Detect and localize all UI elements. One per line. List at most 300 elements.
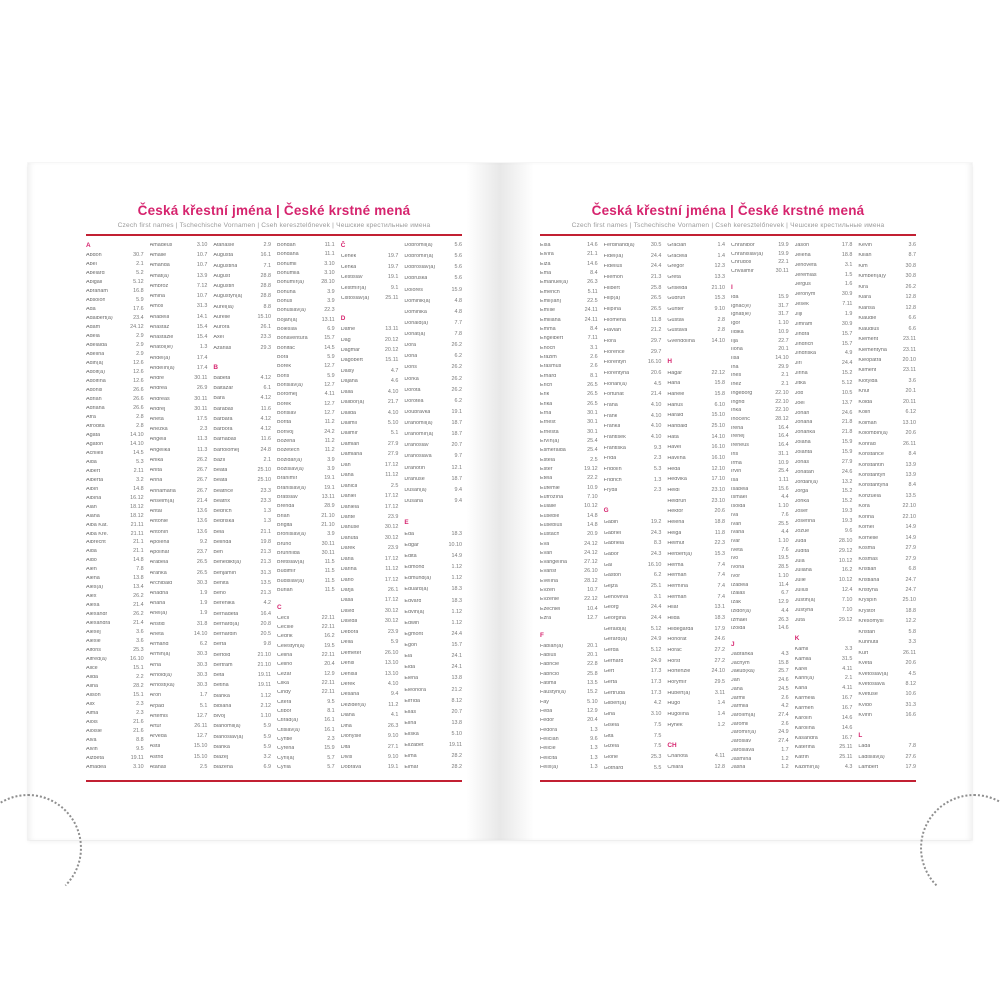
nameday-date: 10.12: [838, 577, 853, 584]
nameday-date: 4.9: [844, 350, 853, 357]
name-column: [150, 243, 208, 771]
name-entry: [213, 560, 271, 565]
name-entry: [604, 680, 662, 685]
nameday-date: 26.2: [133, 611, 144, 618]
name-entry: [213, 346, 271, 351]
name-entry: [795, 588, 853, 593]
nameday-date: 5.11: [587, 288, 598, 295]
name-label: Ambrož: [149, 283, 169, 289]
name-entry: [667, 680, 725, 685]
name-label: Jolana: [794, 440, 811, 446]
name-entry: [731, 739, 789, 744]
nameday-date: 14.9: [905, 534, 917, 541]
nameday-date: 3.1: [590, 344, 598, 351]
nameday-date: 16.10: [130, 656, 144, 663]
nameday-date: 6.12: [905, 409, 917, 416]
nameday-date: 8.1: [327, 708, 335, 714]
name-columns: [86, 243, 462, 771]
name-entry: [795, 529, 853, 534]
name-label: Anatol(ie): [149, 345, 173, 351]
nameday-date: 31.8: [196, 620, 208, 627]
name-label: Dagmar: [340, 347, 360, 353]
name-entry: [604, 488, 662, 493]
name-label: Adin(a): [86, 360, 104, 366]
name-entry: [858, 337, 916, 342]
name-label: Armin(a): [149, 652, 171, 658]
nameday-date: 25.11: [839, 754, 853, 761]
nameday-date: 9.6: [590, 735, 598, 742]
nameday-date: 26.3: [387, 722, 399, 729]
nameday-date: 22.11: [321, 689, 335, 696]
name-label: Graciela: [667, 253, 688, 259]
name-entry: [731, 400, 789, 405]
nameday-date: 14.8: [587, 512, 598, 519]
name-entry: [540, 411, 598, 416]
nameday-date: 15.11: [385, 357, 399, 364]
name-entry: [604, 723, 662, 728]
nameday-date: 20.12: [384, 346, 399, 353]
nameday-date: 10.6: [905, 691, 917, 698]
name-entry: [604, 616, 662, 621]
name-entry: [404, 499, 462, 504]
nameday-date: 22.8: [587, 661, 598, 668]
name-label: Jindra: [794, 331, 810, 337]
nameday-date: 11.1: [324, 251, 335, 258]
nameday-date: 17.6: [133, 305, 144, 312]
nameday-date: 30.11: [321, 540, 335, 547]
nameday-date: 18.8: [905, 607, 917, 614]
name-entry: [341, 609, 399, 614]
name-label: Karel: [794, 666, 808, 672]
name-label: Křištan: [858, 629, 876, 635]
name-label: Antal: [149, 509, 162, 515]
name-entry: [604, 701, 662, 706]
name-entry: [150, 642, 208, 647]
name-label: Františka: [603, 445, 626, 451]
name-label: Gustava: [667, 328, 688, 334]
nameday-date: 4.10: [387, 680, 399, 687]
name-label: Joel: [794, 400, 805, 406]
name-label: Kornel: [858, 525, 874, 531]
name-entry: [604, 541, 662, 546]
nameday-date: 10.7: [587, 587, 598, 594]
name-entry: [540, 355, 598, 360]
name-entry: [341, 379, 399, 384]
name-entry: [150, 734, 208, 739]
name-entry: [731, 426, 789, 431]
nameday-date: 7.8: [908, 743, 917, 750]
name-entry: [858, 525, 916, 530]
name-entry: [213, 591, 271, 596]
nameday-date: 3.6: [908, 377, 917, 384]
nameday-date: 29.9: [778, 363, 789, 370]
nameday-date: 7.8: [136, 566, 144, 573]
name-label: Jan: [731, 678, 740, 684]
nameday-date: 24.1: [451, 664, 463, 671]
name-label: Elza: [540, 261, 551, 267]
name-label: Felicián: [540, 736, 559, 742]
nameday-date: 2.3: [327, 735, 335, 742]
name-label: Evarist: [540, 569, 557, 575]
name-entry: [86, 262, 144, 267]
name-label: Augusta: [213, 253, 234, 259]
name-entry: [277, 672, 335, 677]
name-label: Aneta: [149, 416, 164, 422]
name-label: Dario: [340, 577, 354, 583]
name-entry: [731, 765, 789, 770]
nameday-date: 3.3: [844, 645, 853, 652]
name-label: Albert: [86, 468, 101, 474]
name-label: Adriana: [86, 405, 105, 411]
nameday-date: 8.1: [590, 372, 598, 379]
nameday-date: 17.3: [650, 679, 662, 686]
name-entry: [540, 280, 598, 285]
name-label: Kristián: [858, 567, 877, 573]
name-label: Klára: [858, 295, 871, 301]
name-entry: [86, 424, 144, 429]
nameday-date: 13.11: [385, 326, 399, 333]
nameday-date: 21.8: [841, 429, 853, 436]
column-spacer: [277, 597, 335, 601]
nameday-date: 11.3: [197, 436, 208, 443]
name-entry: [667, 712, 725, 717]
name-label: Klaudius: [858, 326, 880, 332]
name-entry: [795, 686, 853, 691]
name-label: Genovéva: [603, 594, 629, 600]
name-entry: [277, 495, 335, 500]
name-label: Erich: [540, 382, 553, 388]
name-entry: [667, 669, 725, 674]
name-label: Arnošt(ka): [149, 683, 175, 689]
name-label: Daisy: [340, 368, 355, 374]
name-entry: [86, 711, 144, 716]
name-entry: [795, 667, 853, 672]
name-label: Jiřina: [794, 371, 808, 377]
name-entry: [277, 588, 335, 593]
name-label: Evan: [540, 550, 553, 556]
name-label: Bára: [213, 396, 225, 402]
name-label: Alba Kre.: [86, 531, 109, 537]
name-label: Hildegarda: [667, 626, 694, 632]
name-entry: [667, 605, 725, 610]
name-label: Blahomil(a): [213, 724, 241, 730]
name-label: Adelaida: [86, 342, 107, 348]
name-label: Kolombín(a): [858, 431, 888, 437]
nameday-date: 23.4: [133, 314, 144, 321]
name-label: Fráňa: [603, 403, 618, 409]
nameday-date: 1.4: [717, 252, 726, 259]
nameday-date: 4.10: [650, 434, 662, 441]
name-entry: [540, 607, 598, 612]
name-entry: [341, 525, 399, 530]
nameday-date: 2.3: [136, 710, 144, 717]
name-entry: [277, 718, 335, 723]
name-entry: [795, 342, 853, 347]
nameday-date: 26.2: [451, 386, 463, 393]
name-label: Gisela: [603, 722, 619, 728]
name-label: Delia: [340, 640, 353, 646]
name-label: Annamária: [149, 488, 176, 494]
nameday-date: 4.12: [260, 374, 272, 381]
nameday-date: 14.5: [324, 344, 335, 351]
name-entry: [731, 678, 789, 683]
name-entry: [731, 330, 789, 335]
name-label: Lambert: [858, 765, 879, 771]
name-entry: [86, 540, 144, 545]
nameday-date: 16.4: [778, 442, 789, 449]
name-label: Klaudie: [858, 316, 877, 322]
name-label: Felicita: [540, 755, 558, 761]
name-entry: [795, 755, 853, 760]
name-label: Hanele: [667, 392, 685, 397]
name-entry: [858, 765, 916, 770]
name-entry: [86, 451, 144, 456]
name-entry: [404, 243, 462, 248]
nameday-date: 16.4: [260, 610, 272, 617]
name-label: Bianka: [213, 693, 230, 699]
nameday-date: 21.4: [133, 620, 144, 627]
name-entry: [731, 522, 789, 527]
nameday-date: 5.3: [136, 458, 144, 465]
nameday-date: 21.1: [587, 251, 598, 258]
name-entry: [86, 505, 144, 510]
name-label: Karmen: [794, 705, 814, 711]
name-label: Jindřich: [794, 341, 814, 347]
nameday-date: 17.12: [384, 555, 399, 562]
name-column: [731, 243, 789, 771]
name-label: Květa: [858, 661, 873, 667]
name-entry: [341, 484, 399, 489]
name-label: Erik: [540, 392, 550, 398]
nameday-date: 5.12: [650, 625, 662, 632]
nameday-date: 4.12: [260, 415, 272, 422]
name-entry: [795, 696, 853, 701]
nameday-date: 12.10: [711, 465, 726, 472]
nameday-date: 8.8: [136, 737, 144, 744]
name-entry: [540, 560, 598, 565]
name-label: Eliška: [404, 732, 419, 738]
name-entry: [858, 442, 916, 447]
name-label: Herman: [667, 573, 687, 579]
column-spacer: [858, 724, 916, 728]
name-label: Bernadeta: [213, 611, 239, 617]
nameday-date: 29.7: [650, 338, 662, 345]
name-entry: [404, 576, 462, 581]
nameday-date: 1.2: [781, 755, 789, 762]
name-entry: [795, 440, 853, 445]
name-entry: [404, 399, 462, 404]
name-entry: [404, 477, 462, 482]
name-entry: [341, 598, 399, 603]
name-label: Alix: [86, 702, 95, 708]
name-label: Hugolína: [667, 712, 689, 718]
name-label: Barbora: [213, 427, 233, 433]
nameday-date: 12.9: [587, 708, 598, 714]
nameday-date: 19.11: [257, 682, 272, 689]
name-label: Daniel: [340, 494, 356, 500]
name-entry: [795, 243, 853, 248]
name-entry: [667, 254, 725, 259]
name-entry: [667, 541, 725, 546]
nameday-date: 30.11: [775, 268, 789, 275]
name-label: Dalida: [340, 410, 356, 416]
name-label: Heřman: [667, 594, 687, 600]
nameday-date: 11.1: [324, 242, 335, 248]
name-entry: [858, 536, 916, 541]
nameday-date: 22.10: [775, 389, 789, 396]
nameday-date: 19.5: [778, 555, 789, 562]
nameday-date: 12.6: [133, 368, 144, 375]
name-label: Alena: [86, 576, 100, 582]
nameday-date: 20.1: [587, 652, 598, 659]
nameday-date: 25.5: [778, 520, 789, 527]
name-label: Bořivoj: [277, 429, 294, 435]
name-label: Frída: [603, 456, 617, 462]
nameday-date: 4.4: [781, 494, 789, 501]
nameday-date: 9.6: [844, 527, 853, 534]
name-label: Bertold: [213, 652, 231, 658]
name-entry: [404, 310, 462, 315]
name-entry: [540, 374, 598, 379]
name-entry: [404, 699, 462, 704]
nameday-date: 22.10: [902, 503, 917, 510]
nameday-date: 2.1: [263, 456, 272, 463]
nameday-date: 11.2: [324, 447, 335, 454]
nameday-date: 15.10: [257, 313, 272, 320]
name-label: Elena: [404, 676, 419, 682]
name-entry: [604, 254, 662, 259]
name-entry: [731, 713, 789, 718]
name-label: Ada: [86, 306, 96, 312]
name-entry: [277, 486, 335, 491]
name-label: Běta: [213, 673, 225, 679]
name-entry: [404, 466, 462, 471]
name-entry: [341, 254, 399, 259]
nameday-date: 15.8: [714, 391, 726, 397]
name-label: Elvíra: [540, 252, 554, 258]
name-label: Arleta: [149, 631, 164, 637]
name-entry: [604, 275, 662, 280]
nameday-date: 6.10: [714, 401, 726, 408]
name-label: Havlína: [667, 456, 686, 462]
nameday-date: 1.3: [590, 754, 598, 761]
name-entry: [858, 546, 916, 551]
name-label: Gert: [603, 669, 615, 675]
name-label: Arna: [149, 662, 162, 668]
name-entry: [667, 243, 725, 248]
nameday-date: 7.11: [587, 335, 598, 342]
name-label: Kliment: [858, 368, 877, 374]
name-entry: [667, 403, 725, 408]
name-label: Jula: [794, 558, 805, 564]
nameday-date: 1.3: [263, 508, 272, 515]
name-entry: [277, 700, 335, 705]
nameday-date: 1.10: [778, 572, 789, 579]
nameday-date: 13.5: [587, 680, 598, 687]
nameday-date: 29.5: [714, 679, 726, 686]
name-entry: [86, 433, 144, 438]
name-label: Artemis: [149, 713, 168, 719]
name-label: Jáchym: [731, 660, 750, 666]
section-letter: I: [731, 284, 733, 292]
nameday-date: 1.6: [844, 281, 853, 288]
name-entry: [604, 286, 662, 291]
name-label: Helena: [667, 520, 685, 526]
name-entry: [540, 402, 598, 407]
nameday-date: 14.6: [778, 625, 789, 632]
name-label: Jolanta: [794, 450, 813, 456]
name-label: Apolena: [149, 539, 170, 545]
nameday-date: 1.12: [451, 619, 463, 626]
nameday-date: 20.6: [905, 660, 917, 667]
name-label: Doris: [404, 365, 417, 371]
name-entry: [150, 386, 208, 391]
name-label: Hilda: [667, 616, 680, 622]
section-letter: G: [603, 507, 609, 515]
name-entry: [604, 264, 662, 269]
nameday-date: 19.11: [257, 672, 272, 679]
name-entry: [604, 755, 662, 760]
name-entry: [731, 347, 789, 352]
name-entry: [858, 578, 916, 583]
name-label: Dora: [404, 343, 417, 349]
nameday-date: 6.1: [263, 385, 272, 392]
name-entry: [341, 421, 399, 426]
name-label: Alfréd(a): [86, 657, 107, 663]
name-entry: [540, 765, 598, 770]
name-entry: [341, 630, 399, 635]
nameday-date: 13.4: [133, 584, 144, 591]
nameday-date: 5.12: [133, 278, 144, 285]
name-label: Kamil: [794, 646, 809, 652]
name-label: Gregor: [667, 264, 685, 270]
nameday-date: 2.1: [136, 260, 144, 267]
nameday-date: 5.12: [650, 647, 662, 654]
nameday-date: 24.9: [778, 729, 789, 736]
nameday-date: 25.3: [133, 647, 144, 654]
name-label: Faustýn(a): [540, 690, 566, 696]
name-label: Aleš(a): [86, 585, 104, 591]
name-label: Kazimír(a): [794, 765, 820, 771]
name-entry: [213, 714, 271, 719]
nameday-date: 12.7: [324, 409, 335, 416]
name-label: Danuta: [340, 535, 359, 541]
name-label: Gunter: [667, 307, 684, 313]
name-entry: [604, 552, 662, 557]
name-entry: [86, 648, 144, 653]
name-label: Beno: [213, 591, 226, 597]
name-label: Donald(a): [404, 320, 429, 326]
nameday-date: 11.8: [714, 529, 726, 536]
name-entry: [540, 672, 598, 677]
name-label: Eulálie: [540, 504, 557, 510]
name-label: Karin(a): [794, 676, 814, 682]
name-label: Florence: [603, 349, 625, 355]
name-entry: [404, 721, 462, 726]
name-entry: [277, 560, 335, 565]
name-label: Bořek: [277, 401, 292, 407]
name-entry: [667, 659, 725, 664]
name-label: Karolína: [794, 725, 815, 731]
name-entry: [150, 755, 208, 760]
name-entry: [731, 704, 789, 709]
nameday-date: 3.9: [327, 297, 335, 304]
name-label: Emerich: [540, 289, 560, 295]
name-entry: [667, 573, 725, 578]
nameday-date: 19.11: [130, 755, 144, 762]
nameday-date: 19.1: [451, 408, 463, 415]
name-entry: [858, 264, 916, 269]
